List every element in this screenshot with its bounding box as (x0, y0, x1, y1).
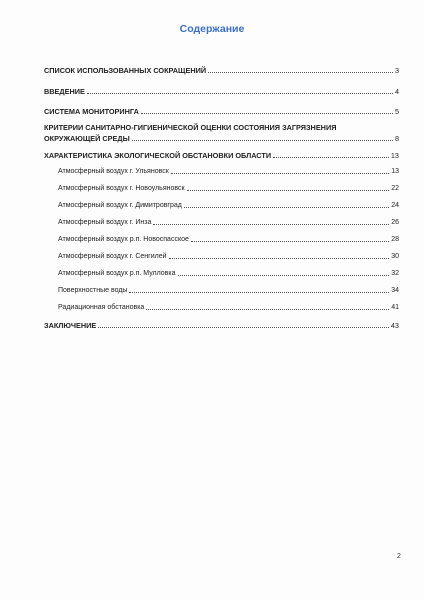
toc-entry-page: 8 (394, 134, 399, 143)
toc-entry-page: 3 (394, 66, 399, 75)
toc-entry-page: 13 (390, 151, 399, 160)
toc-entry-label: Атмосферный воздух г. Инза (58, 219, 152, 226)
toc-entry-novoulyanovsk[interactable] (44, 184, 399, 193)
toc-entry-ulyanovsk[interactable] (44, 167, 399, 176)
toc-entry-page: 26 (391, 219, 399, 226)
dot-leader (141, 113, 393, 114)
dot-leader (169, 258, 390, 259)
dot-leader (187, 190, 390, 191)
toc-entry-radiation[interactable] (44, 303, 399, 312)
toc-entry-sengiley[interactable] (44, 252, 399, 261)
toc-entry-introduction[interactable] (44, 87, 399, 96)
page-title: Содержание (179, 23, 245, 35)
toc-entry-ecology[interactable] (44, 151, 399, 160)
toc-entry-label: Атмосферный воздух г. Новоульяновск (58, 185, 185, 192)
toc-entry-novospasskoe[interactable] (44, 235, 399, 244)
table-of-contents (44, 66, 399, 330)
toc-entry-label: Атмосферный воздух г. Сенгилей (58, 253, 167, 260)
dot-leader (132, 140, 393, 141)
toc-entry-label: СИСТЕМА МОНИТОРИНГА (44, 107, 139, 116)
page-number: 2 (397, 553, 401, 560)
toc-entry-page: 41 (391, 304, 399, 311)
toc-entry-page: 22 (391, 185, 399, 192)
dot-leader (184, 207, 389, 208)
toc-entry-page: 5 (394, 107, 399, 116)
toc-entry-label: Атмосферный воздух г. Димитровград (58, 202, 182, 209)
toc-entry-page: 34 (391, 287, 399, 294)
toc-entry-surface-water[interactable] (44, 286, 399, 295)
toc-entry-label: Радиационная обстановка (58, 304, 145, 311)
toc-entry-label-line1: КРИТЕРИИ САНИТАРНО-ГИГИЕНИЧЕСКОЙ ОЦЕНКИ СОСТОЯНИЯ ЗАГРЯЗНЕНИЯ (44, 123, 337, 132)
toc-entry-label: ХАРАКТЕРИСТИКА ЭКОЛОГИЧЕСКОЙ ОБСТАНОВКИ ОБЛАСТИ (44, 151, 272, 160)
toc-entry-criteria[interactable] (44, 123, 399, 143)
dot-leader (208, 72, 393, 73)
dot-leader (171, 173, 389, 174)
toc-entry-label: ВВЕДЕНИЕ (44, 87, 85, 96)
dot-leader (87, 93, 393, 94)
toc-entry-page: 28 (391, 236, 399, 243)
dot-leader (178, 275, 390, 276)
toc-entry-mullovka[interactable] (44, 269, 399, 278)
toc-entry-label-line2: ОКРУЖАЮЩЕЙ СРЕДЫ (44, 134, 130, 143)
toc-entry-conclusion[interactable] (44, 321, 399, 330)
toc-entry-label: Атмосферный воздух р.п. Новоспасское (58, 236, 189, 243)
toc-entry-page: 4 (394, 87, 399, 96)
toc-entry-inza[interactable] (44, 218, 399, 227)
toc-entry-page: 43 (390, 321, 399, 330)
toc-entry-label: Атмосферный воздух р.п. Мулловка (58, 270, 176, 277)
toc-entry-page: 24 (391, 202, 399, 209)
dot-leader (98, 327, 389, 328)
toc-entry-page: 32 (391, 270, 399, 277)
toc-entry-page: 13 (391, 168, 399, 175)
toc-entry-abbreviations[interactable] (44, 66, 399, 75)
dot-leader (129, 292, 389, 293)
dot-leader (273, 157, 389, 158)
dot-leader (146, 309, 389, 310)
toc-entry-label: ЗАКЛЮЧЕНИЕ (44, 321, 97, 330)
toc-entry-monitoring-system[interactable] (44, 107, 399, 116)
toc-entry-page: 30 (391, 253, 399, 260)
toc-entry-dimitrovgrad[interactable] (44, 201, 399, 210)
toc-entry-label: СПИСОК ИСПОЛЬЗОВАННЫХ СОКРАЩЕНИЙ (44, 66, 207, 75)
dot-leader (153, 224, 389, 225)
toc-entry-label: Поверхностные воды (58, 287, 128, 294)
dot-leader (191, 241, 389, 242)
toc-entry-label: Атмосферный воздух г. Ульяновск (58, 168, 169, 175)
